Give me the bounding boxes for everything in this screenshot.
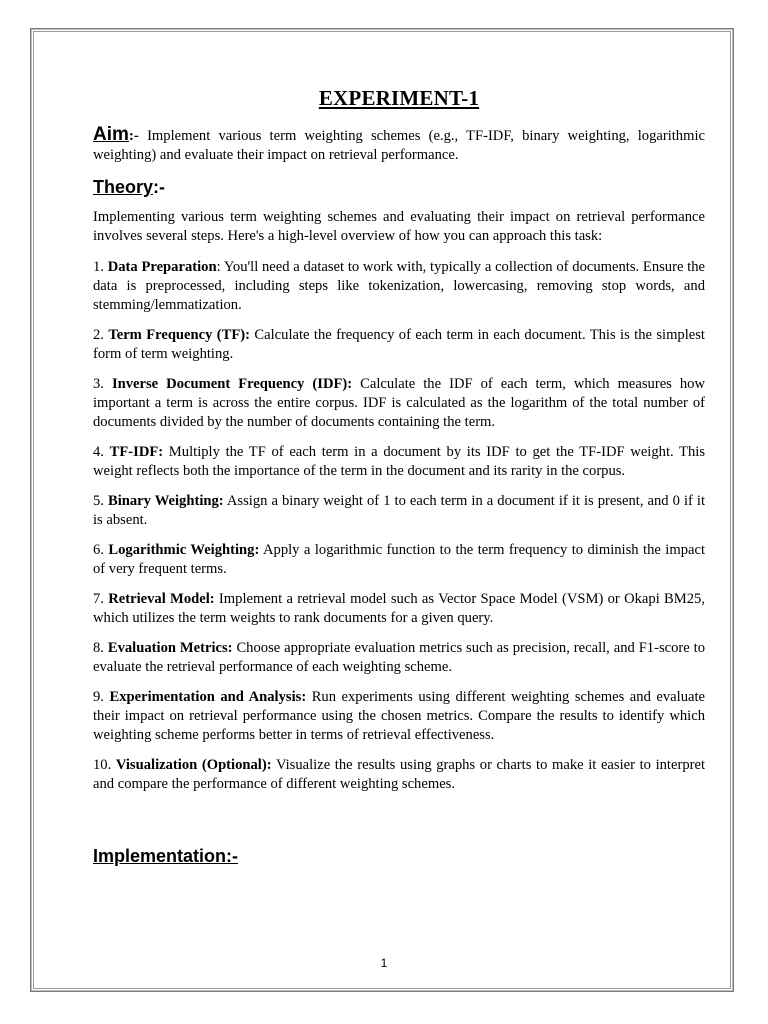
step-term: Inverse Document Frequency (IDF): bbox=[111, 376, 353, 392]
implementation-heading: Implementation:- bbox=[93, 846, 239, 866]
list-item: 8. Evaluation Metrics: Choose appropriate evaluation metrics such as precision, recall, and F1-score to evaluate the retrieval performance of each weighting scheme. bbox=[93, 640, 706, 675]
list-item: 2. Term Frequency (TF): Calculate the frequency of each term in each document. This is the simplest form of term weighting. bbox=[93, 327, 705, 362]
list-item: 4. TF-IDF: Multiply the TF of each term in a document by its IDF to get the TF-IDF weight. This weight reflects both the importance of the term in the document and its rarity in the corpus. bbox=[93, 444, 705, 479]
document-body bbox=[93, 86, 705, 805]
list-item: 5. Binary Weighting: Assign a binary weight of 1 to each term in a document if it is present, and 0 if it is absent. bbox=[93, 493, 705, 528]
list-item: 3. Inverse Document Frequency (IDF): Calculate the IDF of each term, which measures how important a term is across the entire corpus. IDF is calculated as the logarithm of the total number of documents divided by the number of documents containing the term. bbox=[93, 376, 706, 430]
step-term: Data Preparation bbox=[107, 259, 217, 275]
aim-separator: :- bbox=[128, 128, 139, 144]
step-term: Retrieval Model: bbox=[108, 591, 215, 607]
theory-intro: Implementing various term weighting schemes and evaluating their impact on retrieval performance involves several steps. Here's a high-level overview of how you can approach this task: bbox=[93, 209, 705, 244]
aim-paragraph bbox=[93, 125, 705, 165]
list-item: 10. Visualization (Optional): Visualize the results using graphs or charts to make it easier to interpret and compare the performance of different weighting schemes. bbox=[93, 757, 706, 792]
list-item: 7. Retrieval Model: Implement a retrieval model such as Vector Space Model (VSM) or Okapi BM25, which utilizes the term weights to rank documents for a given query. bbox=[93, 591, 705, 626]
list-item: 1. Data Preparation: You'll need a dataset to work with, typically a collection of documents. Ensure the data is preprocessed, including steps like tokenization, lowercasing, removing stop words, and stemming/lemmatization. bbox=[93, 259, 706, 313]
aim-text: Implement various term weighting schemes (e.g., TF-IDF, binary weighting, logarithmic weighting) and evaluate their impact on retrieval performance. bbox=[93, 128, 705, 163]
step-term: TF-IDF: bbox=[109, 444, 164, 460]
step-term: Logarithmic Weighting: bbox=[108, 542, 260, 558]
step-term: Experimentation and Analysis: bbox=[109, 689, 307, 705]
step-term: Evaluation Metrics: bbox=[107, 640, 233, 656]
step-term: Binary Weighting: bbox=[107, 493, 224, 509]
theory-heading bbox=[93, 177, 705, 198]
theory-label: Theory bbox=[93, 177, 154, 197]
page-number: 1 bbox=[380, 956, 388, 970]
page-title: EXPERIMENT-1 bbox=[318, 86, 480, 110]
aim-label: Aim bbox=[93, 124, 129, 145]
list-item: 6. Logarithmic Weighting: Apply a logarithmic function to the term frequency to diminish the impact of very frequent terms. bbox=[93, 542, 706, 577]
theory-separator: :- bbox=[153, 177, 166, 197]
step-term: Term Frequency (TF): bbox=[108, 327, 251, 343]
theory-steps-list bbox=[93, 258, 705, 794]
list-item: 9. Experimentation and Analysis: Run experiments using different weighting schemes and evaluate their impact on retrieval performance using the chosen metrics. Compare the results to identify which weighting scheme performs better in terms of retrieval effectiveness. bbox=[93, 689, 706, 743]
step-term: Visualization (Optional): bbox=[115, 757, 272, 773]
